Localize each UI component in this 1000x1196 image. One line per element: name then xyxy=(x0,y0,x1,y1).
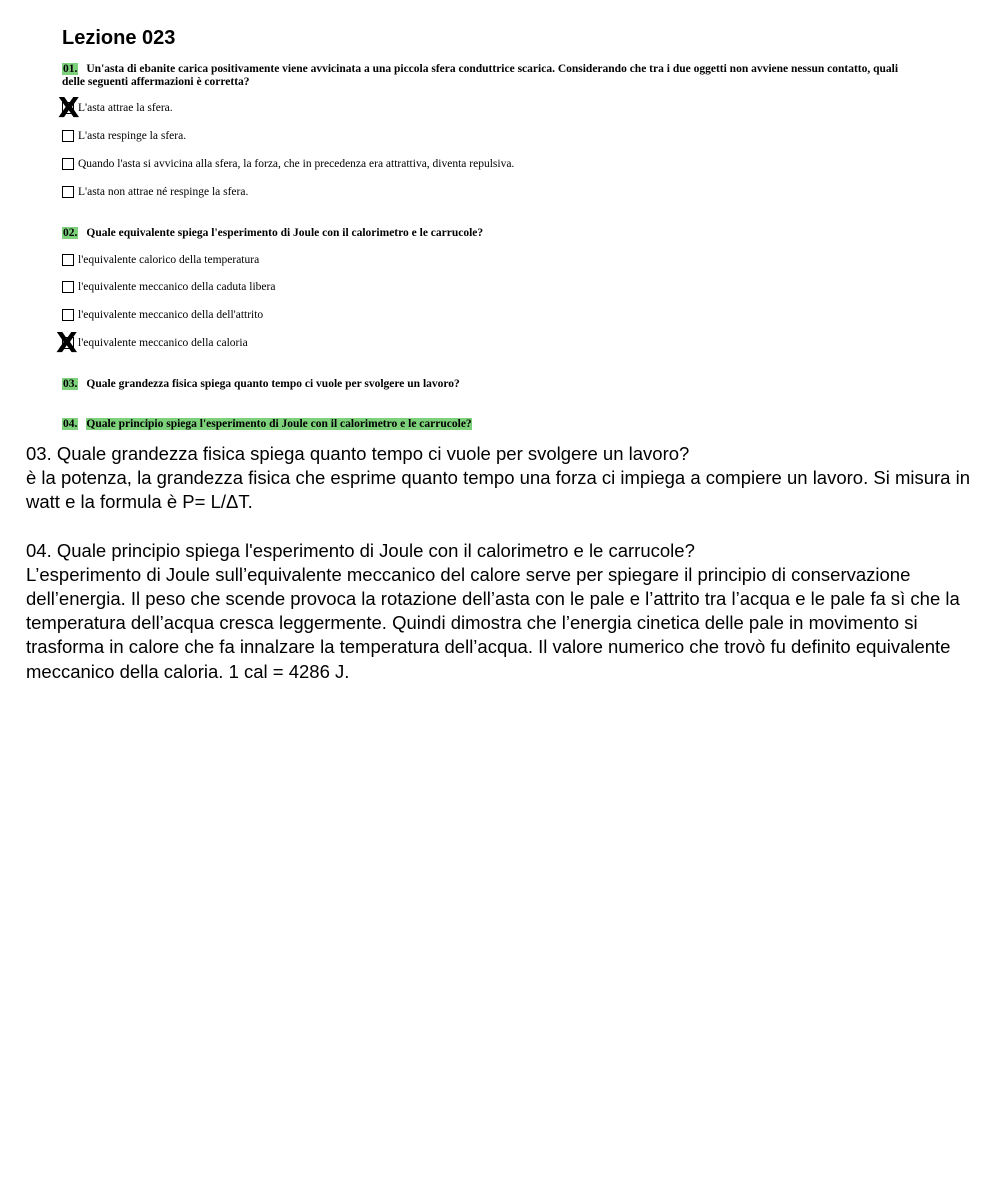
answer-03-question: 03. Quale grandezza fisica spiega quanto tempo ci vuole per svolgere un lavoro? xyxy=(26,443,690,464)
question-number: 01. xyxy=(63,63,78,75)
check-mark-icon: X xyxy=(56,326,78,359)
option-label: L'asta respinge la sfera. xyxy=(78,130,187,142)
question-text: Un'asta di ebanite carica positivamente viene avvicinata a una piccola sfera conduttrice scarica. Considerando che tra i due oggetti non avviene nessun contatto, quali delle seguenti affermazioni è corretta? xyxy=(62,63,899,88)
checkbox[interactable] xyxy=(62,281,74,293)
option-label: L'asta non attrae né respinge la sfera. xyxy=(78,186,249,198)
question-number: 02. xyxy=(63,227,78,239)
question-01 xyxy=(62,63,912,89)
question-04 xyxy=(62,418,912,431)
question-03 xyxy=(62,378,912,391)
option-q01-d[interactable] xyxy=(62,184,248,200)
answer-03-text: è la potenza, la grandezza fisica che esprime quanto tempo una forza ci impiega a compiere un lavoro. Si misura in watt e la formula è P= L/ΔT. xyxy=(26,467,971,513)
option-q01-c[interactable] xyxy=(62,156,514,172)
option-label: l'equivalente meccanico della dell'attrito xyxy=(78,309,264,321)
option-label: l'equivalente calorico della temperatura xyxy=(78,254,260,266)
option-label: l'equivalente meccanico della caduta libera xyxy=(78,281,276,293)
answer-04-text: L’esperimento di Joule sull’equivalente meccanico del calore serve per spiegare il principio di conservazione dell’energia. Il peso che scende provoca la rotazione dell’asta con le pale e l’attrito tra l’acqua e le pale fa sì che la temperatura dell’acqua cresca leggermente. Quindi dimostra che l’energia cinetica delle pale in movimento si trasforma in calore che fa innalzare la temperatura dell’acqua. Il valore numerico che trovò fu definito equivalente meccanico della caloria. 1 cal = 4286 J. xyxy=(26,563,960,682)
question-text: Quale principio spiega l'esperimento di Joule con il calorimetro e le carrucole? xyxy=(86,418,472,430)
checkbox[interactable] xyxy=(62,158,74,170)
option-label: Quando l'asta si avvicina alla sfera, la forza, che in precedenza era attrattiva, diventa repulsiva. xyxy=(78,158,515,170)
option-q02-c[interactable] xyxy=(62,307,263,323)
checkbox[interactable] xyxy=(62,254,74,266)
option-q02-b[interactable] xyxy=(62,279,275,295)
option-q01-b[interactable] xyxy=(62,128,186,144)
question-number: 04. xyxy=(63,418,78,430)
question-text: Quale grandezza fisica spiega quanto tempo ci vuole per svolgere un lavoro? xyxy=(86,378,460,390)
lesson-title: Lezione 023 xyxy=(62,27,176,49)
answers-section xyxy=(26,442,976,684)
check-mark-icon: X xyxy=(58,91,80,124)
checkbox[interactable] xyxy=(62,309,74,321)
question-number: 03. xyxy=(63,378,78,390)
answer-04-question: 04. Quale principio spiega l'esperimento di Joule con il calorimetro e le carrucole? xyxy=(26,539,695,561)
question-text: Quale equivalente spiega l'esperimento di Joule con il calorimetro e le carrucole? xyxy=(86,227,484,239)
option-label: l'equivalente meccanico della caloria xyxy=(78,337,248,349)
option-q02-d[interactable] xyxy=(62,335,248,351)
checkbox[interactable] xyxy=(62,130,74,142)
checkbox[interactable] xyxy=(62,186,74,198)
option-q02-a[interactable] xyxy=(62,252,259,268)
question-02 xyxy=(62,227,912,240)
option-label: L'asta attrae la sfera. xyxy=(78,102,173,114)
